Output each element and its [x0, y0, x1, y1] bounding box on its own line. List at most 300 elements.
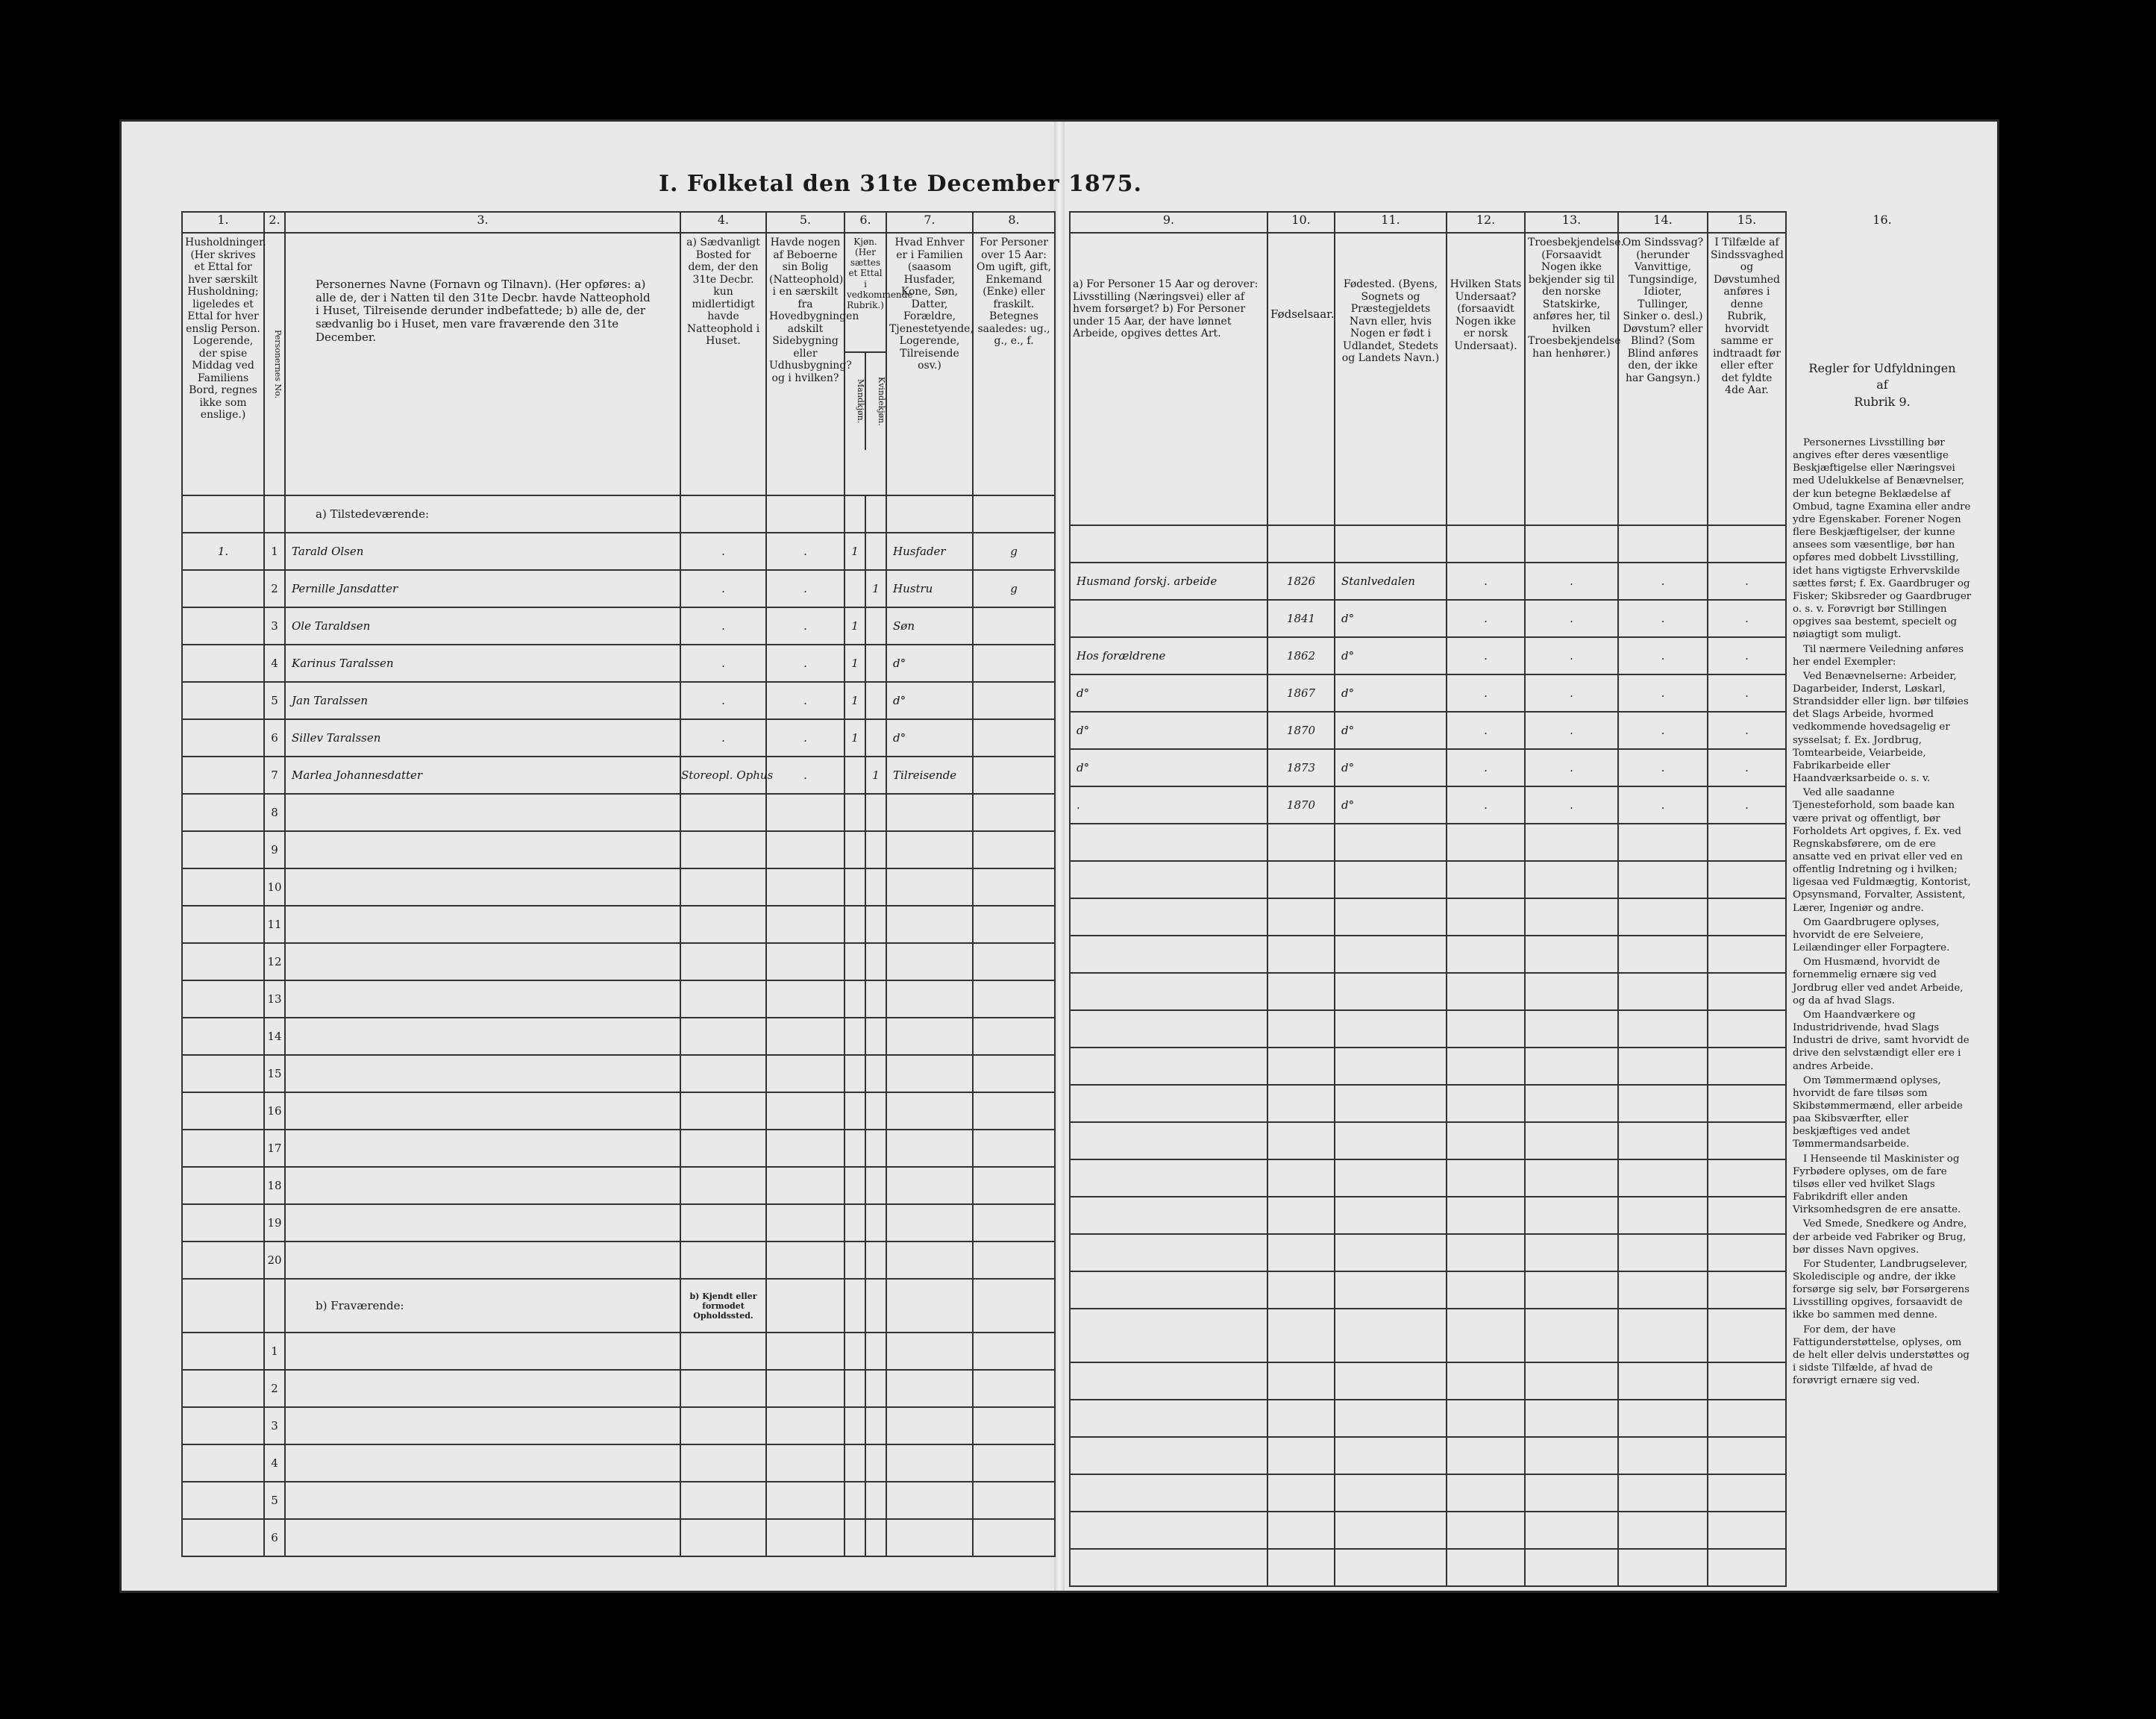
empty-cell	[865, 980, 886, 1018]
civil-status	[973, 719, 1055, 757]
person-number: 6	[264, 719, 285, 757]
empty-cell	[1335, 1234, 1447, 1271]
empty-rows-left	[182, 794, 1055, 1279]
empty-cell	[865, 1482, 886, 1519]
empty-cell	[1525, 1048, 1618, 1085]
table-row	[1070, 1010, 1786, 1048]
col-num-1: 1.	[182, 212, 264, 233]
disability-onset: .	[1708, 600, 1786, 637]
empty-cell	[1618, 1512, 1708, 1549]
person-number: 5	[264, 682, 285, 719]
empty-cell	[1447, 1234, 1525, 1271]
empty-cell	[1447, 1122, 1525, 1159]
empty-cell	[844, 1407, 865, 1444]
empty-cell	[766, 1482, 844, 1519]
household-cell	[182, 1130, 264, 1167]
header-birthplace: Fødested. (Byens, Sognets og Præstegjeldets Navn eller, hvis Nogen er født i Udlandet, Stedets og Landets Navn.)	[1335, 233, 1447, 525]
empty-cell	[1335, 861, 1447, 898]
birthplace: d°	[1335, 600, 1447, 637]
table-row	[182, 1444, 1055, 1482]
table-row	[1070, 1549, 1786, 1586]
empty-cell	[886, 1204, 973, 1242]
female-mark	[865, 607, 886, 645]
table-row	[1070, 824, 1786, 861]
empty-cell	[1070, 824, 1267, 861]
empty-cell	[973, 1482, 1055, 1519]
disability: .	[1618, 637, 1708, 674]
empty-cell	[1267, 1085, 1335, 1122]
table-row	[182, 943, 1055, 980]
header-sex-label: Kjøn. (Her sættes et Ettal i vedkommende Rubrik.)	[847, 237, 913, 310]
empty-cell	[865, 1333, 886, 1370]
birth-year: 1870	[1267, 786, 1335, 824]
empty-cell	[680, 868, 766, 906]
person-name: Jan Taralssen	[285, 682, 680, 719]
usual-residence: .	[680, 607, 766, 645]
empty-cell	[1070, 1048, 1267, 1085]
empty-cell	[766, 1092, 844, 1130]
empty-cell	[1335, 936, 1447, 973]
household-cell	[182, 645, 264, 682]
empty-cell	[1267, 1400, 1335, 1437]
empty-cell	[1618, 1085, 1708, 1122]
col-num-15: 15.	[1708, 212, 1786, 233]
household-cell	[182, 1018, 264, 1055]
empty-cell	[865, 1519, 886, 1556]
col-num-14: 14.	[1618, 212, 1708, 233]
empty-cell	[1070, 1010, 1267, 1048]
empty-cell	[680, 1130, 766, 1167]
empty-cell	[1708, 1197, 1786, 1234]
empty-cell	[1447, 824, 1525, 861]
empty-cell	[1708, 861, 1786, 898]
empty-cell	[973, 1204, 1055, 1242]
table-row	[182, 1333, 1055, 1370]
header-male: Mandkjøn.	[845, 353, 866, 450]
empty-cell	[973, 1242, 1055, 1279]
empty-cell	[1267, 936, 1335, 973]
empty-cell	[680, 1370, 766, 1407]
male-mark	[844, 757, 865, 794]
empty-cell	[1070, 1085, 1267, 1122]
disability-onset: .	[1708, 637, 1786, 674]
header-female: Kvindekjøn.	[877, 377, 887, 426]
header-disability-onset: I Tilfælde af Sindssvaghed og Døvstumhed anføres i denne Rubrik, hvorvidt samme er indtraadt før eller efter det fyldte 4de Aar.	[1708, 233, 1786, 525]
table-row	[182, 1204, 1055, 1242]
table-row	[182, 794, 1055, 831]
present-persons-left	[182, 533, 1055, 794]
empty-cell	[1447, 936, 1525, 973]
citizenship: .	[1447, 600, 1525, 637]
empty-cell	[844, 1204, 865, 1242]
empty-cell	[1708, 824, 1786, 861]
empty-cell	[285, 1092, 680, 1130]
empty-cell	[1070, 1400, 1267, 1437]
empty-cell	[766, 1242, 844, 1279]
empty-cell	[1447, 1512, 1525, 1549]
empty-cell	[1618, 1010, 1708, 1048]
religion: .	[1525, 749, 1618, 786]
citizenship: .	[1447, 749, 1525, 786]
empty-cell	[1525, 973, 1618, 1010]
person-number: 19	[264, 1204, 285, 1242]
empty-cell	[1335, 1271, 1447, 1309]
disability: .	[1618, 674, 1708, 712]
header-households: Husholdninger. (Her skrives et Ettal for hver særskilt Husholdning; ligeledes et Ettal for hver enslig Person. Logerende, der spise Middag ved Familiens Bord, regnes ikke som enslige.)	[182, 233, 264, 495]
absent-person-number: 6	[264, 1519, 285, 1556]
empty-cell	[1708, 1010, 1786, 1048]
empty-cell	[1070, 1234, 1267, 1271]
col-num-11: 11.	[1335, 212, 1447, 233]
empty-cell	[285, 1444, 680, 1482]
person-number: 17	[264, 1130, 285, 1167]
disability-onset: .	[1708, 563, 1786, 600]
col-num-10: 10.	[1267, 212, 1335, 233]
rules-paragraph: Om Tømmermænd oplyses, hvorvidt de fare tilsøs som Skibstømmermænd, eller arbeide paa Skibsværfter, eller beskjæftiges ved andet Tømmermandsarbeide.	[1793, 1074, 1963, 1150]
empty-cell	[1618, 1400, 1708, 1437]
empty-cell	[1525, 1159, 1618, 1197]
household-cell	[182, 1482, 264, 1519]
empty-cell	[1447, 861, 1525, 898]
empty-cell	[1070, 1474, 1267, 1512]
empty-cell	[680, 831, 766, 868]
table-row	[1070, 1122, 1786, 1159]
table-row	[1070, 1159, 1786, 1197]
empty-cell	[886, 1018, 973, 1055]
disability: .	[1618, 749, 1708, 786]
empty-cell	[1447, 1549, 1525, 1586]
empty-cell	[1447, 1437, 1525, 1474]
empty-cell	[1618, 1437, 1708, 1474]
civil-status	[973, 645, 1055, 682]
side-building: .	[766, 570, 844, 607]
birth-year: 1826	[1267, 563, 1335, 600]
absent-rows-left	[182, 1333, 1055, 1556]
empty-cell	[285, 1018, 680, 1055]
absent-person-number: 1	[264, 1333, 285, 1370]
occupation: d°	[1070, 712, 1267, 749]
table-row	[182, 906, 1055, 943]
empty-cell	[1070, 861, 1267, 898]
empty-cell	[1447, 1474, 1525, 1512]
empty-cell	[973, 868, 1055, 906]
empty-cell	[844, 1444, 865, 1482]
empty-cell	[1070, 973, 1267, 1010]
empty-cell	[766, 1055, 844, 1092]
person-number: 9	[264, 831, 285, 868]
disability-onset: .	[1708, 786, 1786, 824]
usual-residence: .	[680, 682, 766, 719]
civil-status	[973, 607, 1055, 645]
empty-cell	[1335, 1085, 1447, 1122]
empty-cell	[1267, 824, 1335, 861]
table-row	[182, 868, 1055, 906]
empty-cell	[844, 943, 865, 980]
household-cell	[182, 682, 264, 719]
header-disability: Om Sindssvag? (herunder Vanvittige, Tungsindige, Idioter, Tullinger, Sinker o. desl.) Døvstum? eller Blind? (Som Blind anføres den, der ikke har Gangsyn.)	[1618, 233, 1708, 525]
absent-location-header: b) Kjendt eller formodet Opholdssted.	[680, 1279, 766, 1333]
table-row	[1070, 1271, 1786, 1309]
rules-paragraph: Ved Benævnelserne: Arbeider, Dagarbeider, Inderst, Løskarl, Strandsidder eller lign. bør tilføies det Slags Arbeide, hvormed vedkommende hovedsagelig er sysselsat; f. Ex. Jordbrug, Tomtearbeide, Veiarbeide, Fabrikarbeide eller Haandværksarbeide o. s. v.	[1793, 670, 1969, 785]
empty-cell	[285, 1130, 680, 1167]
empty-cell	[766, 943, 844, 980]
empty-cell	[1708, 1271, 1786, 1309]
person-name: Ole Taraldsen	[285, 607, 680, 645]
rules-paragraph: I Henseende til Maskinister og Fyrbødere oplyses, om de fare tilsøs eller ved hvilket Slags Fabrikdrift eller anden Virksomhedsgren de ere ansatte.	[1793, 1153, 1961, 1216]
empty-cell	[766, 1370, 844, 1407]
rules-paragraph: Om Haandværkere og Industridrivende, hvad Slags Industri de drive, samt hvorvidt de drive den selvstændigt eller ere i andres Arbeide.	[1793, 1009, 1969, 1072]
person-number: 20	[264, 1242, 285, 1279]
empty-cell	[1708, 1549, 1786, 1586]
empty-cell	[865, 1407, 886, 1444]
empty-cell	[865, 1055, 886, 1092]
col-num-2: 2.	[264, 212, 285, 233]
empty-cell	[973, 1407, 1055, 1444]
header-side-building: Havde nogen af Beboerne sin Bolig (Natteophold) i en særskilt fra Hovedbygningen adskilt Sidebygning eller Udhusbygning? og i hvilken?	[766, 233, 844, 495]
empty-cell	[973, 794, 1055, 831]
household-cell	[182, 719, 264, 757]
empty-cell	[680, 1482, 766, 1519]
table-row	[1070, 973, 1786, 1010]
birthplace: d°	[1335, 749, 1447, 786]
disability-onset: .	[1708, 674, 1786, 712]
table-row	[182, 1130, 1055, 1167]
birth-year: 1873	[1267, 749, 1335, 786]
citizenship: .	[1447, 712, 1525, 749]
family-role: d°	[886, 645, 973, 682]
household-cell	[182, 1055, 264, 1092]
civil-status	[973, 682, 1055, 719]
empty-cell	[973, 943, 1055, 980]
person-number: 12	[264, 943, 285, 980]
table-row	[1070, 786, 1786, 824]
occupation: d°	[1070, 674, 1267, 712]
rules-paragraph: Ved alle saadanne Tjenesteforhold, som baade kan være privat og offentligt, bør Forholdets Art opgives, f. Ex. ved Regnskabsførere, om de ere ansatte ved en privat eller ved en offentlig Indretning og i hvilken; ligesaa ved Fuldmægtig, Kontorist, Opsynsmand, Forvalter, Assistent, Lærer, Ingeniør og andre.	[1793, 787, 1971, 914]
form-title: I. Folketal den 31te December 1875.	[659, 171, 1142, 197]
empty-cell	[1447, 1010, 1525, 1048]
empty-cell	[766, 1519, 844, 1556]
empty-cell	[1335, 1400, 1447, 1437]
empty-cell	[680, 943, 766, 980]
empty-cell	[1335, 1010, 1447, 1048]
household-cell	[182, 1092, 264, 1130]
person-number: 1	[264, 533, 285, 570]
table-row	[1070, 1085, 1786, 1122]
empty-cell	[1447, 1271, 1525, 1309]
empty-cell	[844, 980, 865, 1018]
table-row	[182, 831, 1055, 868]
table-row	[182, 1370, 1055, 1407]
disability: .	[1618, 712, 1708, 749]
empty-cell	[1447, 1085, 1525, 1122]
person-number: 7	[264, 757, 285, 794]
table-row	[1070, 563, 1786, 600]
person-number: 16	[264, 1092, 285, 1130]
empty-cell	[766, 1167, 844, 1204]
rules-heading-line-2: af	[1876, 378, 1888, 392]
empty-cell	[1525, 861, 1618, 898]
col-num-5: 5.	[766, 212, 844, 233]
table-row	[1070, 1512, 1786, 1549]
empty-cell	[1618, 1549, 1708, 1586]
empty-cell	[865, 1370, 886, 1407]
empty-cell	[1618, 1474, 1708, 1512]
empty-cell	[1267, 1010, 1335, 1048]
absent-person-number: 2	[264, 1370, 285, 1407]
empty-cell	[1708, 973, 1786, 1010]
person-number: 14	[264, 1018, 285, 1055]
census-form-sheet	[119, 119, 1999, 1593]
empty-cell	[973, 1130, 1055, 1167]
empty-cell	[865, 1018, 886, 1055]
occupation: Hos forældrene	[1070, 637, 1267, 674]
empty-cell	[1335, 898, 1447, 936]
empty-cell	[973, 1092, 1055, 1130]
col-num-3: 3.	[285, 212, 680, 233]
table-row	[1070, 749, 1786, 786]
side-building: .	[766, 607, 844, 645]
header-birth-year: Fødselsaar.	[1267, 233, 1335, 525]
empty-cell	[1070, 1122, 1267, 1159]
table-row	[1070, 637, 1786, 674]
rules-heading	[1785, 360, 1979, 410]
empty-cell	[1335, 1512, 1447, 1549]
left-page-table	[181, 211, 1056, 1557]
family-role: Husfader	[886, 533, 973, 570]
male-mark	[844, 570, 865, 607]
table-row	[1070, 898, 1786, 936]
female-mark	[865, 645, 886, 682]
family-role: d°	[886, 682, 973, 719]
col-num-6: 6.	[844, 212, 886, 233]
empty-cell	[844, 1167, 865, 1204]
empty-cell	[1267, 1474, 1335, 1512]
page-fold	[1054, 122, 1065, 1591]
empty-cell	[886, 831, 973, 868]
empty-cell	[1447, 1362, 1525, 1400]
empty-cell	[1447, 898, 1525, 936]
empty-cell	[1447, 1048, 1525, 1085]
empty-cell	[1525, 1122, 1618, 1159]
household-cell	[182, 1242, 264, 1279]
empty-cell	[680, 1092, 766, 1130]
empty-cell	[1335, 1362, 1447, 1400]
col-num-13: 13.	[1525, 212, 1618, 233]
citizenship: .	[1447, 637, 1525, 674]
empty-cell	[844, 794, 865, 831]
birthplace: d°	[1335, 674, 1447, 712]
birthplace: d°	[1335, 712, 1447, 749]
empty-cell	[285, 1333, 680, 1370]
empty-cell	[285, 906, 680, 943]
absent-person-number: 3	[264, 1407, 285, 1444]
empty-cell	[1525, 1362, 1618, 1400]
household-cell	[182, 943, 264, 980]
usual-residence: Storeopl. Ophus	[680, 757, 766, 794]
birth-year: 1867	[1267, 674, 1335, 712]
empty-cell	[1267, 1437, 1335, 1474]
female-mark: 1	[865, 757, 886, 794]
empty-cell	[1708, 936, 1786, 973]
empty-cell	[1618, 973, 1708, 1010]
rules-paragraph: Om Husmænd, hvorvidt de fornemmelig ernære sig ved Jordbrug eller ved andet Arbeide, og da af hvad Slags.	[1793, 956, 1964, 1006]
empty-cell	[844, 1018, 865, 1055]
male-mark: 1	[844, 719, 865, 757]
empty-cell	[1070, 898, 1267, 936]
empty-cell	[1525, 1234, 1618, 1271]
household-cell	[182, 757, 264, 794]
empty-cell	[1070, 1271, 1267, 1309]
empty-cell	[1618, 824, 1708, 861]
empty-cell	[766, 1333, 844, 1370]
table-row	[182, 1092, 1055, 1130]
citizenship: .	[1447, 563, 1525, 600]
empty-cell	[1708, 1512, 1786, 1549]
empty-cell	[1267, 1271, 1335, 1309]
table-row	[1070, 1234, 1786, 1271]
table-row	[1070, 674, 1786, 712]
empty-cell	[1070, 1437, 1267, 1474]
col-num-7: 7.	[886, 212, 973, 233]
usual-residence: .	[680, 645, 766, 682]
empty-cell	[1335, 824, 1447, 861]
empty-cell	[1267, 861, 1335, 898]
person-name: Karinus Taralssen	[285, 645, 680, 682]
empty-cell	[680, 1055, 766, 1092]
religion: .	[1525, 600, 1618, 637]
empty-cell	[865, 868, 886, 906]
empty-cell	[680, 1333, 766, 1370]
rules-paragraph: Ved Smede, Snedkere og Andre, der arbeide ved Fabriker og Brug, bør disses Navn opgives.	[1793, 1218, 1967, 1256]
empty-cell	[1335, 1122, 1447, 1159]
empty-cell	[886, 1482, 973, 1519]
header-person-no: Personernes No.	[264, 233, 285, 495]
table-row	[182, 1018, 1055, 1055]
empty-cell	[1070, 1197, 1267, 1234]
empty-cell	[886, 1370, 973, 1407]
civil-status	[973, 757, 1055, 794]
religion: .	[1525, 563, 1618, 600]
empty-cell	[886, 1333, 973, 1370]
empty-cell	[1708, 898, 1786, 936]
religion: .	[1525, 786, 1618, 824]
empty-cell	[1267, 1362, 1335, 1400]
usual-residence: .	[680, 570, 766, 607]
empty-cell	[886, 794, 973, 831]
table-row	[1070, 1197, 1786, 1234]
table-row	[182, 757, 1055, 794]
empty-cell	[1335, 1437, 1447, 1474]
empty-cell	[1708, 1400, 1786, 1437]
empty-cell	[1618, 1197, 1708, 1234]
table-row	[1070, 600, 1786, 637]
empty-cell	[1525, 1437, 1618, 1474]
table-row	[182, 570, 1055, 607]
female-mark	[865, 533, 886, 570]
empty-cell	[1070, 1159, 1267, 1197]
empty-cell	[766, 906, 844, 943]
empty-cell	[1267, 1048, 1335, 1085]
section-absent-label: b) Fraværende:	[285, 1279, 680, 1333]
male-mark: 1	[844, 607, 865, 645]
empty-cell	[680, 1407, 766, 1444]
empty-cell	[865, 1444, 886, 1482]
household-cell	[182, 570, 264, 607]
col-num-8: 8.	[973, 212, 1055, 233]
rules-heading-line-3: Rubrik 9.	[1854, 394, 1911, 409]
empty-cell	[1335, 1159, 1447, 1197]
empty-cell	[1335, 1197, 1447, 1234]
